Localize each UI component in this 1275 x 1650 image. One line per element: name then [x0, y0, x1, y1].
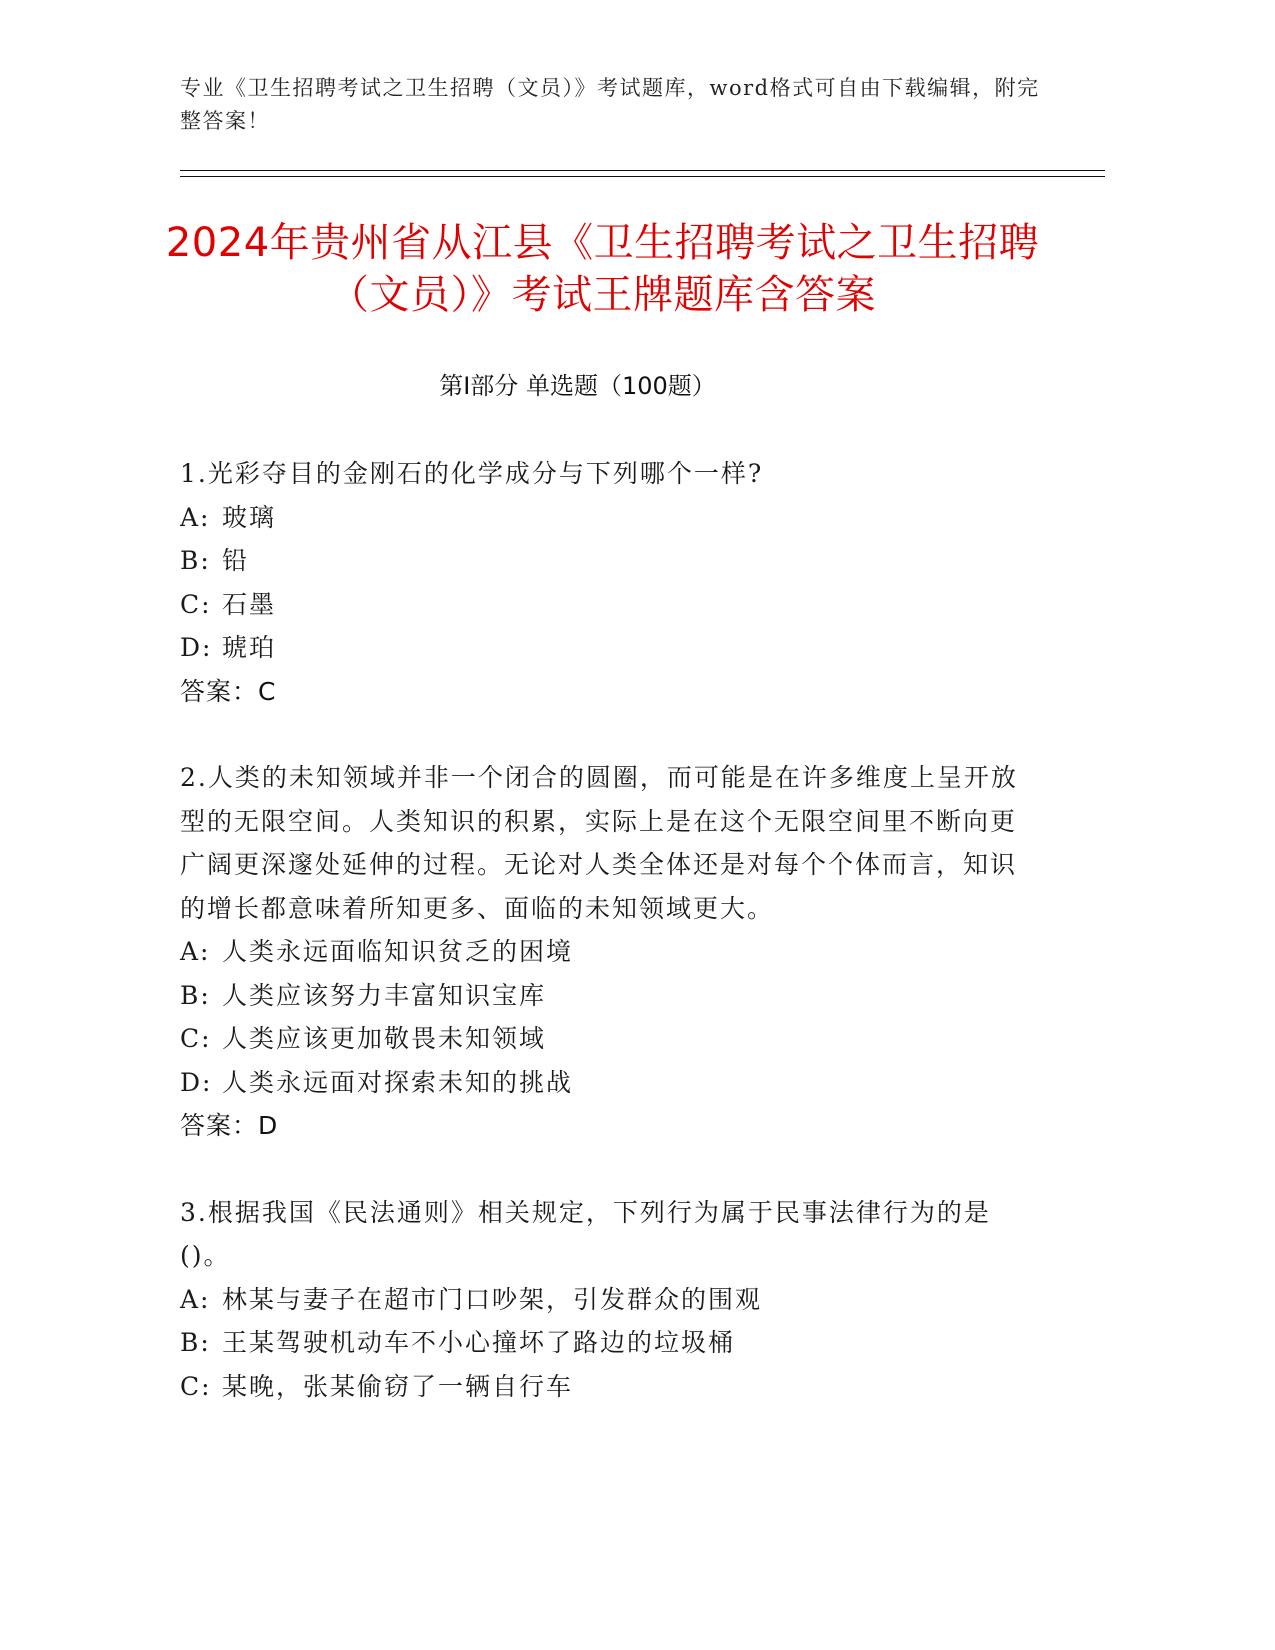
option-letter: D:	[180, 633, 213, 662]
header-divider-top	[180, 170, 1105, 171]
question-stem: 1.光彩夺目的金刚石的化学成分与下列哪个一样?	[180, 459, 764, 488]
option-b	[180, 539, 1020, 583]
option-letter: C:	[180, 1371, 212, 1401]
option-letter: A:	[180, 937, 211, 966]
option-text: 林某与妻子在超市门口吵架，引发群众的围观	[222, 1284, 763, 1314]
option-letter: A:	[180, 502, 211, 532]
option-letter: C:	[180, 1024, 212, 1053]
option-text: 铅	[222, 546, 250, 575]
question-stem: 3.根据我国《民法通则》相关规定，下列行为属于民事法律行为的是()。	[180, 1197, 991, 1270]
option-text: 琥珀	[222, 633, 277, 662]
option-d	[180, 1061, 1020, 1105]
document-title: 2024年贵州省从江县《卫生招聘考试之卫生招聘（文员）》考试王牌题库含答案	[165, 219, 1040, 318]
option-b	[180, 974, 1020, 1018]
header-divider-bottom	[180, 176, 1105, 177]
option-b	[180, 1321, 1020, 1365]
option-letter: D:	[180, 1067, 213, 1097]
option-a	[180, 1278, 1020, 1322]
option-letter: B:	[180, 1328, 211, 1357]
option-letter: C:	[180, 589, 212, 619]
option-a	[180, 930, 1020, 974]
option-letter: B:	[180, 546, 211, 575]
option-text: 玻璃	[222, 502, 277, 532]
option-text: 人类永远面对探索未知的挑战	[222, 1067, 574, 1097]
answer: 答案：D	[180, 1111, 279, 1140]
question-list	[180, 452, 1020, 1451]
option-c	[180, 1365, 1020, 1409]
option-c	[180, 1017, 1020, 1061]
question-2	[180, 756, 1020, 1148]
answer: 答案：C	[180, 676, 277, 706]
option-text: 某晚，张某偷窃了一辆自行车	[222, 1371, 574, 1401]
question-stem: 2.人类的未知领域并非一个闭合的圆圈，而可能是在许多维度上呈开放型的无限空间。人类知识的积累，实际上是在这个无限空间里不断向更广阔更深邃处延伸的过程。无论对人类全体还是对每个个体而言，知识的增长都意味着所知更多、面临的未知领域更大。	[180, 763, 1018, 923]
question-3	[180, 1191, 1020, 1409]
option-d	[180, 626, 1020, 670]
header-note: 专业《卫生招聘考试之卫生招聘（文员）》考试题库，word格式可自由下载编辑，附完整答案！	[180, 76, 1040, 133]
option-a	[180, 496, 1020, 540]
section-heading: 第Ⅰ部分 单选题（100题）	[439, 372, 716, 400]
option-text: 人类应该更加敬畏未知领域	[222, 1024, 547, 1053]
question-1	[180, 452, 1020, 713]
option-text: 王某驾驶机动车不小心撞坏了路边的垃圾桶	[222, 1328, 736, 1357]
option-c	[180, 583, 1020, 627]
option-letter: A:	[180, 1284, 211, 1314]
option-letter: B:	[180, 980, 211, 1010]
option-text: 人类永远面临知识贫乏的困境	[222, 937, 574, 966]
option-text: 石墨	[222, 589, 277, 619]
option-text: 人类应该努力丰富知识宝库	[222, 980, 547, 1010]
